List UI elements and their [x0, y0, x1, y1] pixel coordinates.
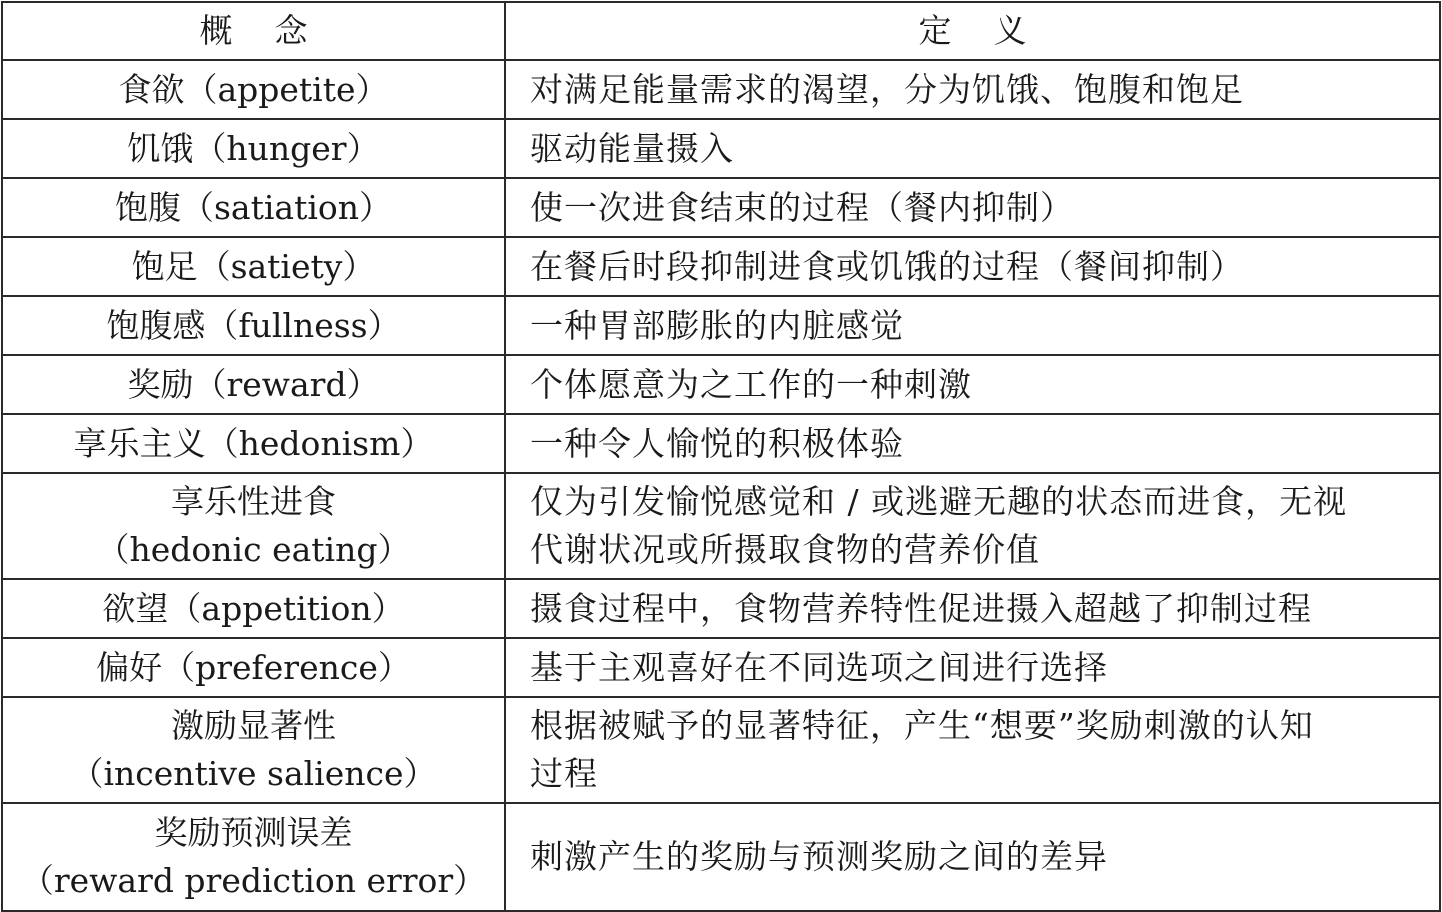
term-cell: 享乐主义（hedonism） — [2, 414, 505, 473]
term-cell: 欲望（appetition） — [2, 579, 505, 638]
definition-cell: 摄食过程中，食物营养特性促进摄入超越了抑制过程 — [505, 579, 1440, 638]
table-row — [2, 178, 1440, 237]
term-cell: 食欲（appetite） — [2, 60, 505, 119]
definition-cell: 仅为引发愉悦感觉和 / 或逃避无趣的状态而进食，无视 代谢状况或所摄取食物的营养价值 — [505, 473, 1440, 579]
definition-cell: 一种令人愉悦的积极体验 — [505, 414, 1440, 473]
term-cell: 奖励预测误差 （reward prediction error） — [2, 803, 505, 911]
glossary-table — [1, 1, 1441, 912]
definition-cell: 个体愿意为之工作的一种刺激 — [505, 355, 1440, 414]
table-row — [2, 803, 1440, 911]
definition-cell: 驱动能量摄入 — [505, 119, 1440, 178]
table-row — [2, 296, 1440, 355]
definition-cell: 使一次进食结束的过程（餐内抑制） — [505, 178, 1440, 237]
term-cell: 奖励（reward） — [2, 355, 505, 414]
table-row — [2, 60, 1440, 119]
table-row — [2, 638, 1440, 697]
definition-cell: 在餐后时段抑制进食或饥饿的过程（餐间抑制） — [505, 237, 1440, 296]
term-cell: 偏好（preference） — [2, 638, 505, 697]
header-row — [2, 2, 1440, 60]
table-row — [2, 697, 1440, 803]
table-row — [2, 473, 1440, 579]
table-row — [2, 119, 1440, 178]
definition-cell: 基于主观喜好在不同选项之间进行选择 — [505, 638, 1440, 697]
table-row — [2, 355, 1440, 414]
table-row — [2, 579, 1440, 638]
term-cell: 饱腹（satiation） — [2, 178, 505, 237]
term-cell: 享乐性进食 （hedonic eating） — [2, 473, 505, 579]
definition-cell: 刺激产生的奖励与预测奖励之间的差异 — [505, 803, 1440, 911]
term-cell: 饥饿（hunger） — [2, 119, 505, 178]
header-definition: 定义 — [505, 2, 1440, 60]
table-row — [2, 414, 1440, 473]
term-cell: 饱腹感（fullness） — [2, 296, 505, 355]
term-cell: 饱足（satiety） — [2, 237, 505, 296]
definition-cell: 一种胃部膨胀的内脏感觉 — [505, 296, 1440, 355]
definition-cell: 根据被赋予的显著特征，产生“想要”奖励刺激的认知 过程 — [505, 697, 1440, 803]
definition-cell: 对满足能量需求的渴望，分为饥饿、饱腹和饱足 — [505, 60, 1440, 119]
term-cell: 激励显著性 （incentive salience） — [2, 697, 505, 803]
header-concept: 概念 — [2, 2, 505, 60]
table-row — [2, 237, 1440, 296]
